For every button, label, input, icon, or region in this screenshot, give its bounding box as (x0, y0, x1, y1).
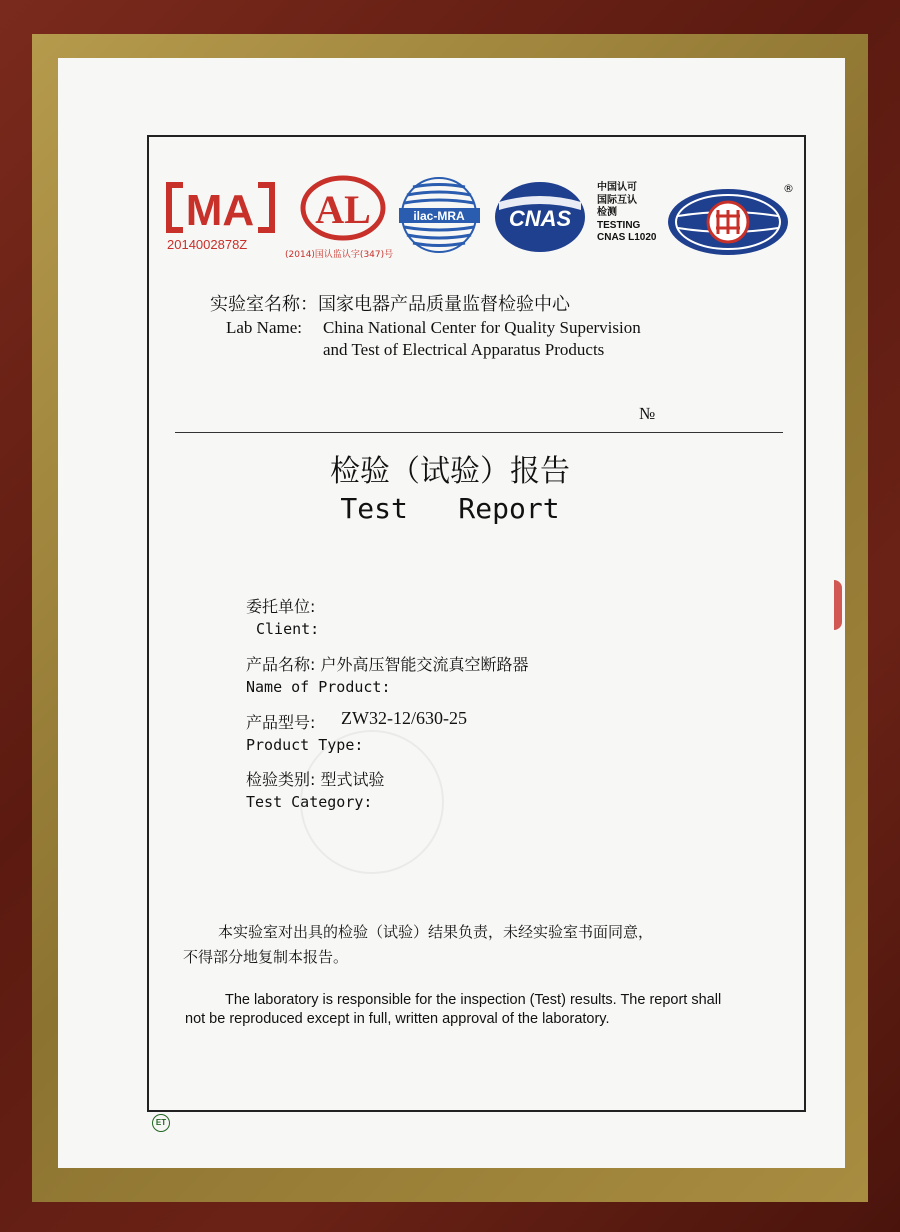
cma-number: 2014002878Z (167, 237, 248, 252)
client-label-cn: 委托单位: (246, 597, 316, 616)
cnas-text: CNAS (508, 206, 572, 231)
registered-mark: ® (783, 182, 794, 195)
notice-en-line2: not be reproduced except in full, written approval of the laboratory. (185, 1011, 610, 1027)
inspection-globe-logo (666, 182, 796, 257)
title-cn: 检验（试验）报告 (330, 454, 570, 489)
footer-mark-text: ET (155, 1118, 167, 1127)
faint-stamp-watermark (300, 730, 444, 874)
product-name-cn: 产品名称: 户外高压智能交流真空断路器 (246, 655, 529, 674)
cal-logo (285, 175, 405, 265)
cnas-logo (493, 180, 588, 255)
cma-mark: MA (185, 186, 255, 235)
cnas-code: CNAS L1020 (597, 232, 657, 243)
cma-logo (163, 180, 278, 260)
cal-seal-icon (285, 175, 405, 245)
cal-number: (2014)国认监认字(347)号 (285, 250, 394, 260)
ilac-text: ilac-MRA (413, 209, 465, 223)
ilac-globe-icon (397, 175, 482, 255)
footer-mark-icon (152, 1114, 170, 1132)
lab-name-en-line2: and Test of Electrical Apparatus Products (323, 340, 605, 359)
cnas-testing: TESTING (597, 219, 641, 231)
notice-cn-line2: 不得部分地复制本报告。 (183, 948, 349, 966)
product-name-label-en: Name of Product: (246, 678, 391, 696)
lab-name-cn: 实验室名称：国家电器产品质量监督检验中心 (210, 294, 570, 315)
cnas-cn-line2: 国际互认 (597, 194, 637, 206)
title-en: Test Report (340, 492, 560, 525)
report-number-label: № (639, 404, 656, 423)
header-divider (175, 432, 783, 433)
client-label-en: Client: (256, 620, 320, 638)
lab-name-label: Lab Name: (226, 318, 302, 337)
cnas-info (597, 182, 677, 245)
product-type-label-cn: 产品型号: (246, 713, 316, 732)
test-category-label-en: Test Category: (246, 793, 373, 811)
cal-mark: AL (315, 187, 371, 232)
cnas-globe-icon (493, 180, 588, 255)
cma-seal-icon (163, 180, 278, 235)
notice-en-line1: The laboratory is responsible for the inspection (Test) results. The report shall (225, 992, 722, 1008)
notice-cn-line1: 本实验室对出具的检验（试验）结果负责，未经实验室书面同意， (218, 923, 654, 941)
ilac-mra-logo (397, 175, 482, 255)
lab-name-en-line1: China National Center for Quality Supervision (323, 318, 641, 337)
red-seal-edge (834, 580, 842, 630)
cnas-cn-line1: 中国认可 (597, 182, 637, 193)
test-category-cn: 检验类别: 型式试验 (246, 770, 385, 789)
globe-seal-icon (666, 182, 796, 257)
product-type-label-en: Product Type: (246, 736, 364, 754)
cnas-cn-line3: 检测 (597, 207, 617, 218)
product-type-value: ZW32-12/630-25 (341, 708, 467, 728)
